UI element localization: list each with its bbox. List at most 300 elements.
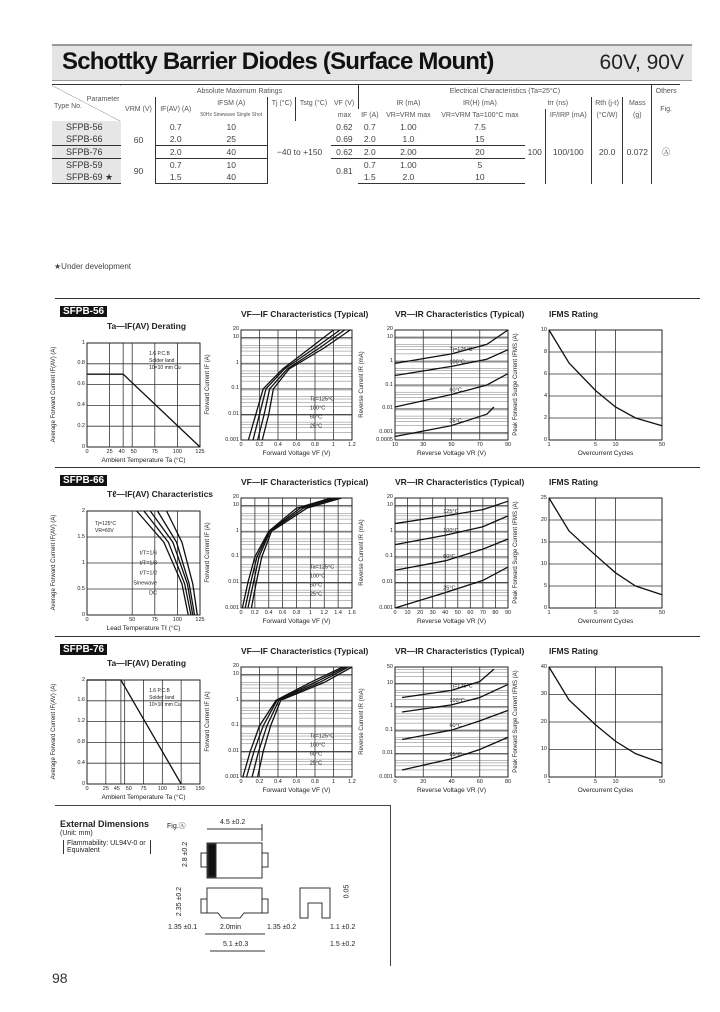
footnote: ★Under development (54, 262, 131, 271)
x-tick-label: 45 (113, 786, 120, 792)
type-no: SFPB-69 ★ (52, 171, 121, 184)
x-tick-label: 0.2 (255, 442, 264, 448)
x-tick-label: 5 (593, 442, 598, 448)
y-tick-label: 50 (386, 663, 393, 670)
y-tick-label: 6 (543, 370, 547, 377)
model-label: SFPB-56 (60, 306, 107, 317)
x-tick-label: 0 (85, 617, 89, 623)
y-axis-label: Peak Forward Surge Current IFMS (A) (512, 333, 519, 436)
series-label: DC (149, 590, 158, 597)
x-tick-label: 40 (118, 449, 125, 455)
y-tick-label: 2 (81, 507, 85, 514)
x-tick-label: 100 (172, 617, 182, 623)
rth-header: Rth (j-ℓ) (591, 97, 623, 109)
x-tick-label: 30 (420, 442, 427, 448)
fig-header: Fig. (652, 97, 680, 121)
if-value: 1.5 (358, 171, 382, 184)
x-tick-label: 0.2 (251, 610, 259, 616)
type-header: Type No. (54, 103, 83, 110)
ifsm-value: 10 (226, 160, 236, 170)
x-tick-label: 0 (85, 449, 89, 455)
series-label: Ta=125°C (309, 564, 335, 571)
irh-value: 15 (435, 133, 525, 146)
y-axis-label: Forward Current IF (A) (204, 522, 211, 583)
series-label: 100°C (309, 405, 326, 412)
x-tick-label: 0 (239, 779, 243, 785)
ir-header: IR (mA) (396, 99, 421, 107)
x-axis-label: Forward Voltage VF (V) (262, 787, 331, 794)
y-tick-label: 1 (81, 339, 85, 346)
y-tick-label: 5 (543, 582, 547, 589)
irh-value: 5 (477, 160, 483, 170)
dim-height: 2.8 ±0.2 (182, 841, 190, 868)
chart-annotation: VR=60V (95, 528, 114, 534)
y-tick-label: 1.5 (77, 533, 85, 540)
series-label: Sinewave (133, 580, 158, 587)
y-tick-label: 2 (81, 676, 85, 683)
chart-plot (395, 330, 508, 440)
irh-header: IR(H) (mA) (462, 99, 497, 107)
x-tick-label: 1 (547, 610, 551, 616)
y-tick-label: 0.001 (379, 428, 393, 435)
chart-title: Ta—IF(AV) Derating (107, 321, 187, 331)
y-axis-label: Peak Forward Surge Current IFMS (A) (512, 670, 519, 773)
chart-plot (87, 511, 200, 615)
y-tick-label: 0.001 (379, 604, 393, 611)
y-tick-label: 10 (232, 334, 239, 341)
dim-lead-width-2: 1.5 ±0.2 (330, 941, 356, 948)
divider (55, 298, 700, 299)
vf-value: 0.62 (331, 146, 358, 159)
x-tick-label: 0.6 (292, 442, 301, 448)
y-tick-label: 20 (540, 718, 547, 725)
x-tick-label: 1.2 (320, 610, 329, 616)
dim-lead-thickness: 0.05 (343, 884, 351, 899)
x-tick-label: 0 (239, 442, 243, 448)
vrm-value: 60 (133, 134, 144, 145)
x-tick-label: 70 (476, 442, 483, 448)
y-tick-label: 20 (386, 494, 393, 501)
table-row (52, 121, 680, 133)
series-label: Ta=125°C (309, 396, 335, 403)
x-tick-label: 10 (391, 442, 399, 448)
y-tick-label: 1 (389, 527, 393, 534)
x-tick-label: 50 (658, 442, 666, 448)
x-tick-label: 1.2 (348, 442, 356, 448)
x-tick-label: 70 (479, 610, 486, 616)
x-axis-label: Ambient Temperature Ta (°C) (101, 457, 186, 464)
x-tick-label: 0.8 (311, 779, 319, 785)
chart-plot (395, 498, 508, 608)
y-tick-label: 0.1 (385, 553, 393, 560)
y-tick-label: 0.001 (225, 604, 239, 611)
x-tick-label: 1.4 (334, 610, 342, 616)
y-tick-label: 20 (540, 516, 547, 523)
y-tick-label: 1 (235, 696, 239, 703)
x-axis-label: Lead Temperature Tℓ (°C) (106, 625, 181, 632)
series-line (262, 330, 350, 440)
y-tick-label: 10 (386, 679, 393, 686)
chart-annotation: 10×10 mm Cu (149, 702, 181, 708)
x-tick-label: 10 (404, 610, 411, 616)
chart-title: VR—IR Characteristics (Typical) (395, 646, 525, 656)
x-tick-label: 40 (442, 610, 449, 616)
y-axis-label: Reverse Current IR (mA) (358, 519, 365, 586)
series-label: t/T=1/3 (139, 560, 158, 567)
chart-title: VF—IF Characteristics (Typical) (241, 309, 369, 319)
ifav-value: 2.0 (156, 146, 195, 159)
x-tick-label: 1 (547, 442, 551, 448)
x-axis-label: Reverse Voltage VR (V) (416, 450, 486, 457)
series-label: 25°C (449, 418, 462, 425)
x-tick-label: 10 (612, 779, 619, 785)
x-tick-label: 1.6 (348, 610, 356, 616)
y-tick-label: 1.2 (77, 718, 85, 725)
y-axis-label: Average Forward Current IF(AV) (A) (50, 683, 57, 780)
vf-value: 0.81 (336, 166, 353, 177)
y-axis-label: Average Forward Current IF(AV) (A) (50, 346, 57, 443)
chart-title: VF—IF Characteristics (Typical) (241, 477, 369, 487)
x-tick-label: 50 (658, 779, 666, 785)
x-axis-label: Overcurrent Cycles (577, 787, 634, 794)
vf-value: 0.62 (336, 122, 353, 132)
chart-annotation: 1.6 P.C.B (149, 351, 170, 357)
x-tick-label: 0.6 (292, 779, 301, 785)
page-number: 98 (52, 970, 68, 986)
x-tick-label: 75 (151, 449, 158, 455)
series-label: 100°C (449, 359, 465, 366)
tj-tstg-value: −40 to +150 (268, 121, 331, 184)
chart-title: VF—IF Characteristics (Typical) (241, 646, 369, 656)
dim-thickness: 2.35 ±0.2 (176, 886, 184, 917)
x-tick-label: 50 (658, 610, 666, 616)
mass-header: Mass (623, 97, 652, 109)
series-label: 25°C (449, 751, 462, 758)
series-label: 60°C (449, 723, 462, 730)
rth-unit: (°C/W) (591, 109, 623, 121)
ifav-value: 0.7 (156, 121, 195, 133)
y-tick-label: 0 (81, 443, 85, 450)
x-tick-label: 1.2 (348, 779, 356, 785)
elec-group: Electrical Characteristics (Ta=25°C) (358, 85, 652, 98)
dim-total: 5.1 ±0.3 (223, 941, 249, 948)
x-tick-label: 0.2 (255, 779, 264, 785)
y-tick-label: 0.8 (77, 360, 85, 367)
chart-title: VR—IR Characteristics (Typical) (395, 309, 525, 319)
series-label: 60°C (309, 414, 323, 421)
y-tick-label: 25 (540, 494, 547, 501)
series-line (549, 667, 662, 763)
voltage-range: 60V, 90V (599, 51, 684, 74)
dim-lead-right: 1.35 ±0.2 (267, 924, 297, 931)
ifav-value: 2.0 (156, 133, 195, 146)
y-axis-label: Peak Forward Surge Current IFMS (A) (512, 501, 519, 604)
y-tick-label: 4 (543, 392, 547, 399)
vrm-value: 90 (133, 166, 144, 176)
x-tick-label: 0.4 (274, 442, 282, 448)
x-axis-label: Forward Voltage VF (V) (262, 618, 331, 625)
irh-cond: VR=VRM Ta=100°C max (441, 111, 519, 119)
x-tick-label: 0 (393, 779, 397, 785)
series-label: 100°C (443, 528, 459, 535)
series-label: 25°C (443, 585, 456, 592)
x-tick-label: 1 (331, 442, 336, 448)
ifsm-value: 10 (226, 122, 236, 132)
y-tick-label: 0 (81, 611, 85, 618)
x-axis-label: Reverse Voltage VR (V) (416, 618, 486, 625)
y-tick-label: 1.6 (77, 697, 85, 704)
y-tick-label: 10 (232, 671, 239, 678)
ir-value: 1.0 (382, 133, 435, 146)
series-label: Tj=125°C (449, 683, 473, 690)
if-value: 0.7 (363, 160, 376, 170)
fig-label: Fig.Ⓐ (167, 823, 186, 830)
model-label: SFPB-66 (60, 475, 107, 486)
dim-lead-left: 1.35 ±0.1 (168, 924, 198, 931)
x-tick-label: 90 (504, 610, 512, 616)
trr-header: trr (ns) (547, 99, 569, 107)
series-label: 60°C (449, 387, 462, 394)
y-tick-label: 1 (81, 559, 85, 566)
divider (55, 467, 700, 468)
chart-plot (549, 667, 662, 777)
x-tick-label: 0.4 (274, 779, 282, 785)
x-tick-label: 150 (195, 786, 205, 792)
chart-title: Ta—IF(AV) Derating (107, 658, 187, 668)
trr-cond-value: 100/100 (545, 121, 591, 184)
y-tick-label: 20 (232, 663, 239, 670)
series-label: 25°C (309, 423, 323, 430)
tstg-header: Tstg (°C) (296, 97, 331, 109)
series-label: 100°C (309, 742, 326, 749)
ifsm-value: 40 (195, 146, 268, 159)
y-tick-label: 2 (543, 414, 547, 421)
ifsm-value: 40 (195, 171, 268, 184)
series-label: Tj=125°C (449, 346, 473, 353)
y-tick-label: 30 (540, 691, 547, 697)
x-tick-label: 25 (106, 449, 113, 455)
y-tick-label: 0 (81, 780, 85, 787)
x-axis-label: Reverse Voltage VR (V) (416, 787, 486, 794)
x-tick-label: 25 (102, 786, 109, 792)
x-tick-label: 1 (308, 610, 312, 616)
irh-value: 10 (435, 171, 525, 184)
series-line (395, 407, 494, 436)
y-tick-label: 0.001 (225, 436, 239, 443)
x-tick-label: 40 (448, 779, 455, 785)
x-axis-label: Forward Voltage VF (V) (262, 450, 331, 457)
x-axis-label: Overcurrent Cycles (577, 618, 634, 625)
series-label: 60°C (443, 553, 456, 560)
chart-title: IFMS Rating (549, 477, 599, 487)
chart-plot (241, 498, 352, 608)
y-tick-label: 1 (389, 357, 393, 364)
mass-value: 0.072 (623, 121, 652, 184)
param-header: Parameter (86, 96, 120, 103)
series-line (243, 667, 343, 777)
ir-value: 1.00 (400, 122, 417, 132)
series-line (87, 374, 200, 447)
dim-width: 4.5 ±0.2 (220, 819, 246, 826)
y-tick-label: 0.001 (379, 773, 393, 780)
x-tick-label: 75 (140, 786, 147, 792)
chart-plot (241, 667, 352, 777)
y-tick-label: 0.1 (385, 381, 393, 388)
chart-title: IFMS Rating (549, 309, 599, 319)
series-label: 100°C (309, 573, 326, 580)
ifsm-header: IFSM (A) (217, 99, 246, 107)
series-label: 60°C (309, 582, 323, 589)
y-tick-label: 0.01 (382, 405, 393, 412)
series-line (549, 330, 662, 426)
plot-frame (549, 498, 662, 608)
x-tick-label: 125 (195, 449, 205, 455)
model-label: SFPB-76 (60, 644, 107, 655)
x-tick-label: 0 (85, 786, 89, 792)
x-tick-label: 125 (176, 786, 186, 792)
type-no: SFPB-59 (52, 159, 121, 172)
y-tick-label: 0.1 (385, 726, 393, 733)
y-tick-label: 10 (540, 560, 547, 567)
y-tick-label: 0.2 (77, 422, 85, 429)
chart-title: VR—IR Characteristics (Typical) (395, 477, 525, 487)
chart-plot (87, 343, 200, 447)
page-title: Schottky Barrier Diodes (Surface Mount) (62, 48, 494, 75)
chart-plot (549, 330, 662, 440)
chart-plot (395, 667, 508, 777)
series-line (549, 498, 662, 595)
series-label: t/T=1/6 (139, 550, 158, 557)
trr-value: 100 (527, 147, 542, 158)
x-tick-label: 0 (393, 610, 397, 616)
ir-cond: VR=VRM max (386, 111, 431, 119)
y-axis-label: Forward Current IF (A) (204, 691, 211, 752)
x-tick-label: 10 (612, 442, 619, 448)
chart-plot (241, 330, 352, 440)
dims-unit: (Unit: mm) (60, 830, 93, 837)
y-tick-label: 0.01 (382, 578, 393, 585)
rth-value: 20.0 (591, 121, 623, 184)
vrm-header: VRM (V) (125, 105, 152, 113)
chart-annotation: Tj=125°C (95, 521, 117, 527)
chart-title: IFMS Rating (549, 646, 599, 656)
ifsm-cond: 50Hz Sinewave Single Shot (200, 112, 263, 118)
chart (50, 658, 205, 801)
x-tick-label: 60 (476, 779, 483, 785)
chart-annotation: 1.6 P.C.B (149, 688, 170, 694)
series-line (258, 667, 352, 777)
series-label: 100°C (449, 697, 465, 704)
chart-annotation: Solder land (149, 695, 175, 701)
y-tick-label: 0.001 (225, 773, 239, 780)
chart-plot (549, 498, 662, 608)
y-tick-label: 1 (235, 359, 239, 366)
y-tick-label: 40 (540, 663, 547, 670)
x-tick-label: 50 (129, 617, 136, 623)
x-tick-label: 50 (448, 442, 455, 448)
x-tick-label: 60 (467, 610, 474, 616)
x-tick-label: 125 (195, 617, 205, 623)
plot-frame (549, 330, 662, 440)
chart-plot (87, 680, 200, 784)
series-label: 125°C (443, 508, 459, 515)
x-tick-label: 20 (420, 779, 427, 785)
y-tick-label: 0.5 (77, 585, 85, 592)
series-label: Ta=125°C (309, 733, 335, 740)
x-tick-label: 1 (547, 779, 551, 785)
x-tick-label: 100 (157, 786, 167, 792)
divider (55, 636, 700, 637)
x-tick-label: 80 (492, 610, 499, 616)
dim-lead-width: 1.1 ±0.2 (330, 924, 356, 931)
y-tick-label: 20 (232, 494, 239, 501)
x-tick-label: 0.8 (311, 442, 319, 448)
x-axis-label: Ambient Temperature Ta (°C) (101, 794, 186, 801)
irh-value: 7.5 (473, 122, 486, 132)
if-value: 0.7 (363, 122, 376, 132)
ifav-value: 0.7 (156, 159, 195, 172)
ifav-value: 1.5 (156, 171, 195, 184)
y-tick-label: 10 (540, 746, 547, 752)
flammability-note: Flammability: UL94V-0 or Equivalent (63, 840, 151, 854)
y-tick-label: 0.1 (231, 553, 239, 560)
y-tick-label: 0.01 (228, 410, 239, 417)
y-tick-label: 8 (543, 348, 547, 355)
y-tick-label: 10 (540, 326, 547, 333)
y-tick-label: 0.1 (231, 385, 239, 392)
x-tick-label: 50 (125, 786, 132, 792)
type-no: SFPB-66 (52, 133, 121, 146)
x-tick-label: 0 (239, 610, 243, 616)
y-tick-label: 0.0005 (376, 436, 393, 443)
y-tick-label: 0.6 (77, 381, 85, 388)
vf-value: 0.69 (331, 133, 358, 146)
others-group: Others (652, 85, 680, 98)
ir-value: 1.00 (400, 160, 417, 170)
chart (512, 477, 666, 625)
dims-title: External Dimensions (60, 819, 150, 829)
fig-value: Ⓐ (652, 121, 680, 184)
y-tick-label: 0.1 (231, 722, 239, 729)
ir-value: 2.0 (382, 171, 435, 184)
chart (50, 489, 214, 632)
x-tick-label: 75 (151, 617, 158, 623)
y-tick-label: 0 (543, 604, 547, 611)
y-tick-label: 1 (235, 527, 239, 534)
if-header: IF (A) (361, 111, 379, 119)
x-tick-label: 10 (612, 610, 619, 616)
chart-annotation: 10×10 mm Cu (149, 365, 181, 371)
x-tick-label: 0.8 (292, 610, 301, 616)
x-tick-label: 1 (331, 779, 336, 785)
series-label: 25°C (309, 760, 323, 767)
ir-value: 2.00 (382, 146, 435, 159)
chart-title: Tℓ—IF(AV) Characteristics (107, 489, 214, 499)
y-tick-label: 0.01 (228, 578, 239, 585)
x-tick-label: 30 (429, 610, 436, 616)
y-tick-label: 10 (232, 502, 239, 509)
x-tick-label: 5 (593, 779, 598, 785)
type-no: SFPB-76 (52, 146, 121, 159)
ifav-header: IF(AV) (A) (156, 97, 195, 121)
x-tick-label: 80 (504, 779, 512, 785)
tj-header: Tj (°C) (268, 97, 296, 109)
y-axis-label: Forward Current IF (A) (204, 354, 211, 415)
y-tick-label: 10 (386, 502, 393, 509)
chart-annotation: Solder land (149, 358, 175, 364)
y-tick-label: 15 (540, 538, 547, 545)
y-axis-label: Average Forward Current IF(AV) (A) (50, 514, 57, 611)
